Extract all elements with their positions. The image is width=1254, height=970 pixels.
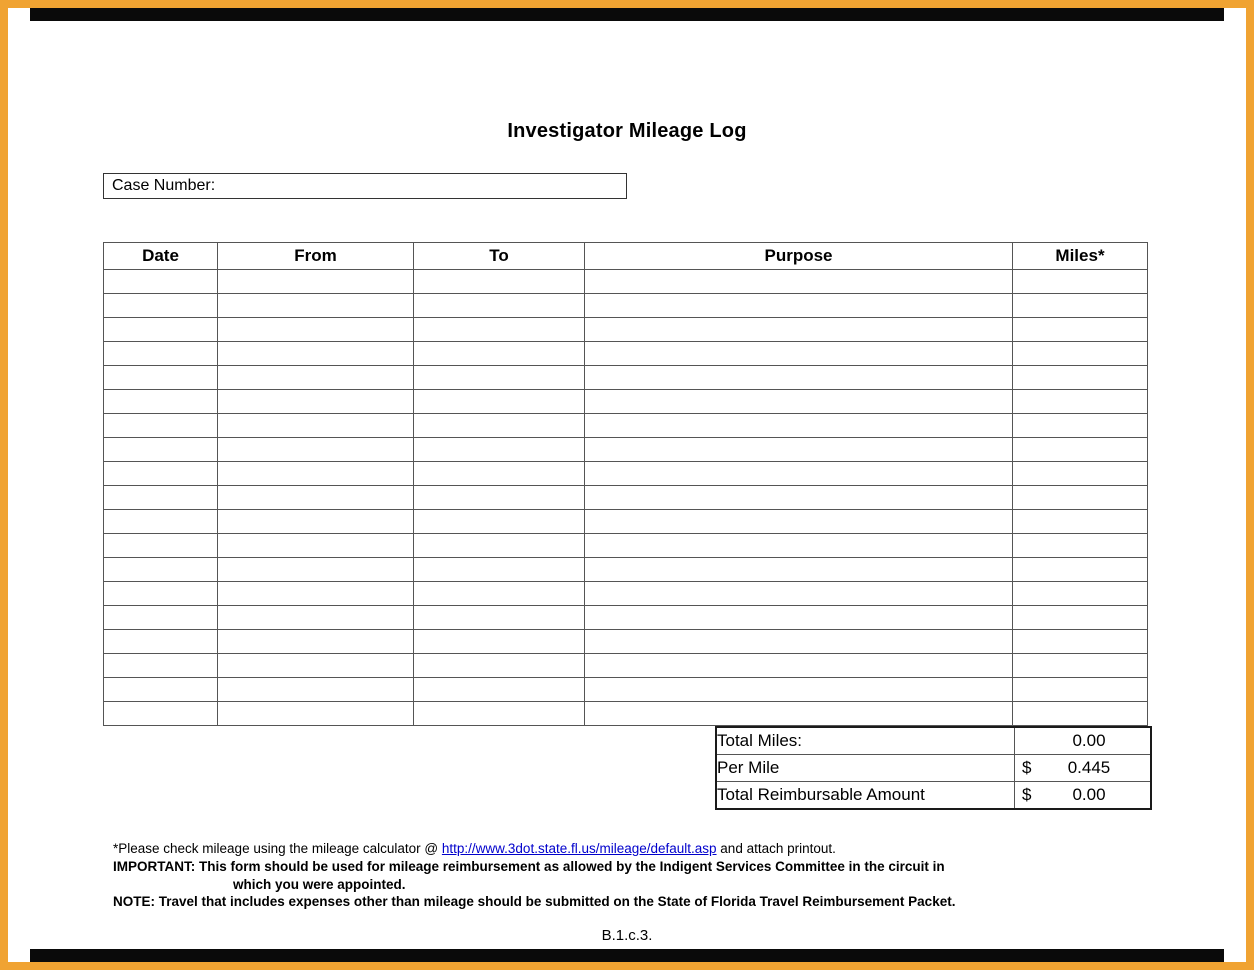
summary-table <box>715 726 1152 810</box>
summary-value: 0.00 <box>1072 731 1106 750</box>
mileage-table-row <box>104 678 1148 702</box>
mileage-cell <box>414 510 585 534</box>
mileage-table-row <box>104 414 1148 438</box>
top-black-bar <box>30 8 1224 21</box>
mileage-cell <box>104 438 218 462</box>
mileage-cell <box>1013 534 1148 558</box>
mileage-table-row <box>104 486 1148 510</box>
mileage-cell <box>414 438 585 462</box>
mileage-cell <box>104 366 218 390</box>
important-note-line2: which you were appointed. <box>233 876 406 892</box>
travel-note: NOTE: Travel that includes expenses other than mileage should be submitted on the State of Florida Travel Reimbursement Packet. <box>113 894 956 910</box>
mileage-cell <box>218 366 414 390</box>
important-note-line1: IMPORTANT: This form should be used for mileage reimbursement as allowed by the Indigent Services Committee in the circuit in <box>113 858 945 874</box>
mileage-cell <box>218 510 414 534</box>
mileage-cell <box>218 702 414 726</box>
mileage-cell <box>585 606 1013 630</box>
mileage-cell <box>218 558 414 582</box>
mileage-cell <box>585 654 1013 678</box>
mileage-cell <box>585 702 1013 726</box>
mileage-table-row <box>104 630 1148 654</box>
mileage-cell <box>414 318 585 342</box>
mileage-cell <box>218 582 414 606</box>
page-title: Investigator Mileage Log <box>507 120 747 142</box>
mileage-cell <box>1013 582 1148 606</box>
mileage-calculator-note <box>113 840 1246 858</box>
summary-value: 0.00 <box>1072 785 1106 804</box>
mileage-cell <box>104 558 218 582</box>
mileage-cell <box>218 342 414 366</box>
summary-row-per-mile <box>716 755 1151 782</box>
mileage-cell <box>585 582 1013 606</box>
mileage-cell <box>104 294 218 318</box>
mileage-cell <box>104 678 218 702</box>
mileage-cell <box>1013 702 1148 726</box>
mileage-cell <box>104 606 218 630</box>
summary-row-total-reimbursable <box>716 782 1151 810</box>
mileage-cell <box>104 486 218 510</box>
mileage-cell <box>1013 390 1148 414</box>
mileage-cell <box>104 702 218 726</box>
currency-symbol: $ <box>1022 785 1032 804</box>
mileage-cell <box>1013 294 1148 318</box>
mileage-cell <box>585 630 1013 654</box>
mileage-table-header-row <box>104 243 1148 270</box>
mileage-table <box>103 242 1148 726</box>
mileage-cell <box>104 582 218 606</box>
mileage-cell <box>104 534 218 558</box>
mileage-cell <box>414 462 585 486</box>
mileage-cell <box>414 654 585 678</box>
mileage-cell <box>218 606 414 630</box>
mileage-cell <box>218 414 414 438</box>
note-suffix: and attach printout. <box>716 841 836 856</box>
mileage-cell <box>414 582 585 606</box>
mileage-table-row <box>104 390 1148 414</box>
note-prefix: *Please check mileage using the mileage calculator @ <box>113 841 442 856</box>
mileage-cell <box>585 294 1013 318</box>
mileage-table-row <box>104 270 1148 294</box>
mileage-table-row <box>104 558 1148 582</box>
mileage-cell <box>585 414 1013 438</box>
mileage-cell <box>585 270 1013 294</box>
mileage-cell <box>218 390 414 414</box>
mileage-cell <box>104 342 218 366</box>
currency-symbol: $ <box>1022 758 1032 777</box>
mileage-cell <box>585 558 1013 582</box>
mileage-cell <box>1013 654 1148 678</box>
mileage-table-row <box>104 654 1148 678</box>
mileage-cell <box>585 390 1013 414</box>
mileage-cell <box>1013 606 1148 630</box>
mileage-cell <box>585 342 1013 366</box>
mileage-cell <box>218 270 414 294</box>
mileage-table-row <box>104 582 1148 606</box>
mileage-cell <box>104 510 218 534</box>
mileage-cell <box>414 534 585 558</box>
mileage-cell <box>1013 630 1148 654</box>
mileage-cell <box>585 486 1013 510</box>
mileage-cell <box>104 414 218 438</box>
mileage-table-row <box>104 462 1148 486</box>
mileage-cell <box>104 462 218 486</box>
mileage-cell <box>414 342 585 366</box>
mileage-table-row <box>104 366 1148 390</box>
mileage-table-row <box>104 318 1148 342</box>
mileage-table-row <box>104 294 1148 318</box>
mileage-cell <box>1013 318 1148 342</box>
mileage-cell <box>104 390 218 414</box>
mileage-cell <box>218 318 414 342</box>
summary-value-cell <box>1015 755 1152 782</box>
mileage-table-row <box>104 534 1148 558</box>
mileage-cell <box>585 510 1013 534</box>
mileage-cell <box>218 534 414 558</box>
mileage-cell <box>218 630 414 654</box>
header-from: From <box>218 243 414 270</box>
header-date: Date <box>104 243 218 270</box>
mileage-cell <box>585 438 1013 462</box>
mileage-table-row <box>104 342 1148 366</box>
mileage-cell <box>414 606 585 630</box>
mileage-cell <box>1013 510 1148 534</box>
summary-value-cell <box>1015 782 1152 810</box>
mileage-cell <box>585 534 1013 558</box>
mileage-cell <box>414 414 585 438</box>
mileage-cell <box>1013 342 1148 366</box>
mileage-calculator-link[interactable]: http://www.3dot.state.fl.us/mileage/default.asp <box>441 841 717 856</box>
mileage-cell <box>1013 366 1148 390</box>
summary-row-total-miles <box>716 727 1151 755</box>
mileage-cell <box>414 294 585 318</box>
mileage-cell <box>414 366 585 390</box>
mileage-cell <box>585 318 1013 342</box>
mileage-cell <box>218 486 414 510</box>
mileage-cell <box>218 294 414 318</box>
mileage-cell <box>585 462 1013 486</box>
mileage-table-body <box>104 270 1148 726</box>
mileage-cell <box>218 678 414 702</box>
mileage-cell <box>414 270 585 294</box>
header-purpose: Purpose <box>585 243 1013 270</box>
footnotes <box>113 840 1246 911</box>
summary-label: Per Mile <box>716 755 1015 782</box>
mileage-cell <box>585 366 1013 390</box>
mileage-cell <box>414 390 585 414</box>
header-miles: Miles* <box>1013 243 1148 270</box>
mileage-cell <box>414 702 585 726</box>
summary-label: Total Reimbursable Amount <box>716 782 1015 810</box>
mileage-cell <box>218 654 414 678</box>
mileage-table-row <box>104 438 1148 462</box>
header-to: To <box>414 243 585 270</box>
mileage-table-row <box>104 510 1148 534</box>
mileage-cell <box>414 486 585 510</box>
mileage-table-row <box>104 606 1148 630</box>
mileage-cell <box>104 270 218 294</box>
mileage-cell <box>1013 438 1148 462</box>
summary-value: 0.445 <box>1067 758 1111 777</box>
mileage-cell <box>1013 486 1148 510</box>
case-number-label: Case Number: <box>112 177 216 194</box>
page-content <box>8 21 1246 949</box>
document-page <box>8 8 1246 962</box>
mileage-cell <box>414 558 585 582</box>
mileage-cell <box>1013 270 1148 294</box>
case-number-field[interactable] <box>103 173 627 199</box>
mileage-cell <box>1013 414 1148 438</box>
mileage-table-wrap <box>103 242 1147 810</box>
mileage-cell <box>104 654 218 678</box>
bottom-black-bar <box>30 949 1224 962</box>
mileage-cell <box>414 630 585 654</box>
mileage-cell <box>585 678 1013 702</box>
mileage-cell <box>218 462 414 486</box>
mileage-cell <box>414 678 585 702</box>
mileage-cell <box>1013 678 1148 702</box>
mileage-cell <box>1013 462 1148 486</box>
summary-value-cell <box>1015 727 1152 755</box>
mileage-cell <box>1013 558 1148 582</box>
form-code: B.1.c.3. <box>601 927 653 945</box>
mileage-cell <box>104 630 218 654</box>
mileage-cell <box>218 438 414 462</box>
summary-label: Total Miles: <box>716 727 1015 755</box>
mileage-table-row <box>104 702 1148 726</box>
mileage-cell <box>104 318 218 342</box>
